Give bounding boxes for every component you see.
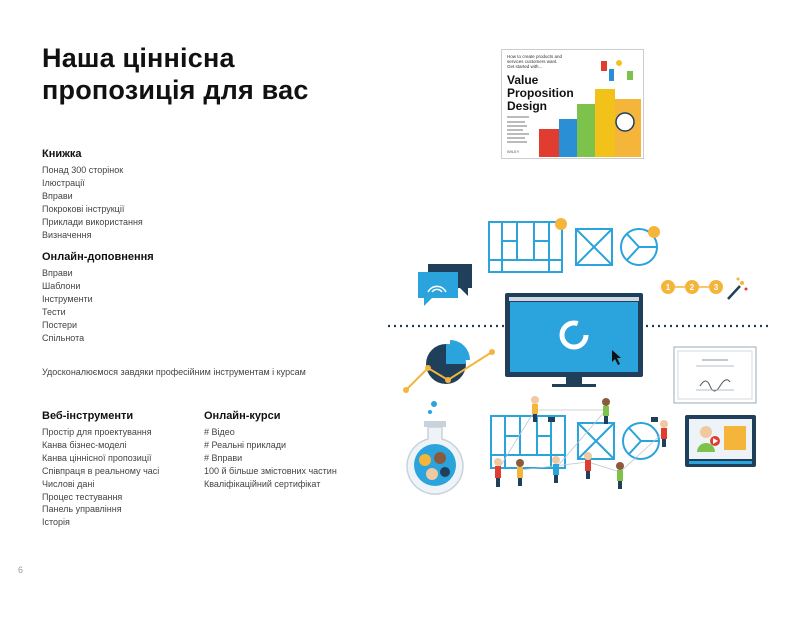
magic-wand-icon	[728, 286, 740, 299]
step-1: 1	[665, 283, 671, 292]
list-item: Інструменти	[42, 293, 93, 304]
cover-title-1: Value	[507, 73, 539, 87]
list-item: Простір для проектування	[42, 427, 152, 437]
flask-icon	[407, 401, 463, 494]
online-addons-heading: Онлайн-доповнення	[42, 251, 154, 263]
list-item: Понад 300 сторінок	[42, 165, 124, 175]
list-item: Визначення	[42, 229, 92, 240]
list-item: Тести	[42, 306, 66, 317]
value-proposition-canvas-icon	[576, 229, 657, 265]
list-item: Кваліфікаційний сертифікат	[204, 478, 321, 489]
list-item: Приклади використання	[42, 216, 143, 227]
page-title-line-1: Наша ціннісна	[42, 43, 235, 73]
web-tools-heading: Веб-інструменти	[42, 410, 134, 422]
cover-tagline-3: Get started with...	[507, 64, 543, 69]
certificate-icon	[674, 347, 756, 403]
list-item: Покрокові інструкції	[42, 203, 125, 214]
list-item: # Відео	[204, 427, 235, 437]
business-model-canvas-icon	[489, 222, 562, 272]
list-item: # Вправи	[204, 452, 243, 463]
list-item: Співпраця в реальному часі	[42, 465, 160, 476]
list-item: Ілюстрації	[42, 177, 85, 188]
analytics-icon	[403, 340, 495, 393]
step-3: 3	[713, 283, 719, 292]
list-item: Історія	[42, 517, 70, 528]
list-item: Вправи	[42, 268, 73, 278]
list-item: Канва ціннісної пропозиції	[42, 452, 152, 463]
book-heading: Книжка	[42, 148, 82, 160]
list-item: Спільнота	[42, 332, 85, 343]
list-item: Шаблони	[42, 280, 81, 291]
video-course-icon	[685, 415, 756, 467]
list-item: Панель управління	[42, 504, 122, 515]
online-courses-heading: Онлайн-курси	[204, 410, 281, 422]
steps-icon	[661, 278, 748, 300]
list-item: Процес тестування	[42, 491, 123, 502]
cover-title-2: Proposition	[507, 86, 574, 100]
step-2: 2	[689, 283, 695, 292]
list-item: Постери	[42, 319, 78, 330]
badge-icon	[648, 226, 660, 238]
page-title-line-2: пропозиція для вас	[42, 75, 309, 105]
monitor-icon	[505, 293, 643, 387]
list-item: # Реальні приклади	[204, 439, 287, 450]
list-item: Вправи	[42, 190, 73, 201]
cover-tagline-2: services customers want.	[507, 59, 558, 64]
cover-tagline-1: How to create products and	[507, 54, 563, 59]
chat-bubbles-icon	[418, 264, 472, 306]
cover-publisher: WILEY	[507, 149, 520, 154]
badge-icon	[555, 218, 567, 230]
page-number: 6	[18, 565, 24, 575]
cover-title-3: Design	[507, 99, 548, 113]
improvement-note: Удосконалюємося завдяки професійним інструментам і курсам	[42, 367, 306, 377]
list-item: Канва бізнес-моделі	[42, 439, 127, 450]
collaboration-canvas-icon	[491, 416, 659, 468]
list-item: Числові дані	[42, 478, 95, 489]
list-item: 100 й більше змістовних частин	[204, 465, 337, 476]
